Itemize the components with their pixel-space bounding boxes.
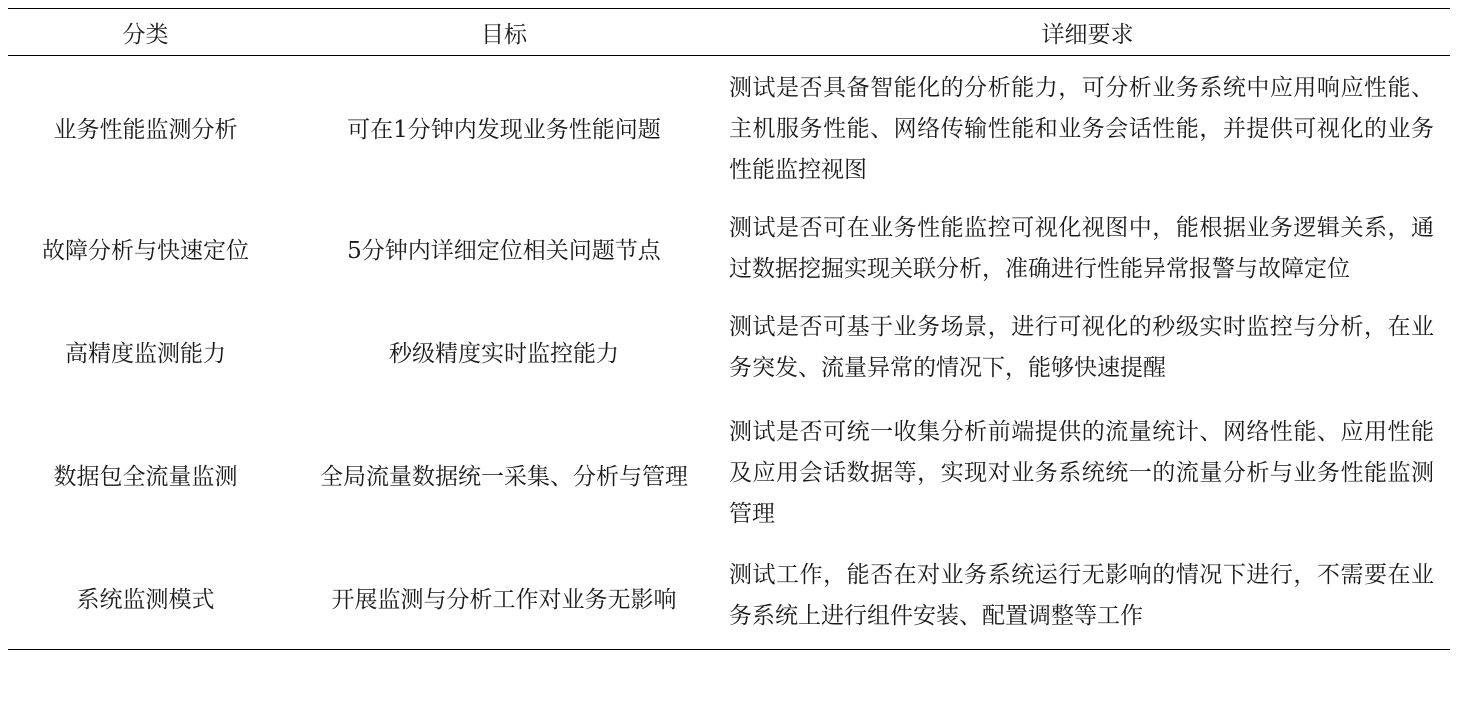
table-row bbox=[8, 198, 1450, 299]
table-row bbox=[8, 545, 1450, 650]
row-category: 业务性能监测分析 bbox=[53, 116, 238, 143]
row-goal: 5分钟内详细定位相关问题节点 bbox=[347, 238, 661, 264]
header-requirements: 详细要求 bbox=[1041, 21, 1134, 48]
row-goal: 全局流量数据统一采集、分析与管理 bbox=[320, 463, 688, 490]
table-body bbox=[8, 56, 1450, 650]
header-goal: 目标 bbox=[481, 21, 527, 48]
table-row bbox=[8, 299, 1450, 403]
header-row bbox=[8, 9, 1450, 56]
row-category: 高精度监测能力 bbox=[65, 340, 226, 367]
row-requirements: 测试是否可在业务性能监控可视化视图中，能根据业务逻辑关系，通过数据挖掘实现关联分析，准确进行性能异常报警与故障定位 bbox=[729, 215, 1434, 282]
row-requirements: 测试是否具备智能化的分析能力，可分析业务系统中应用响应性能、主机服务性能、网络传输性能和业务会话性能，并提供可视化的业务性能监控视图 bbox=[729, 75, 1434, 183]
table-header bbox=[8, 9, 1450, 56]
row-goal: 可在1分钟内发现业务性能问题 bbox=[347, 116, 661, 143]
requirements-table bbox=[8, 8, 1450, 650]
row-requirements: 测试是否可基于业务场景，进行可视化的秒级实时监控与分析，在业务突发、流量异常的情况下，能够快速提醒 bbox=[729, 314, 1434, 381]
row-category: 系统监测模式 bbox=[76, 586, 215, 613]
row-requirements: 测试工作，能否在对业务系统运行无影响的情况下进行，不需要在业务系统上进行组件安装、配置调整等工作 bbox=[729, 562, 1434, 629]
table-row bbox=[8, 403, 1450, 545]
row-goal: 秒级精度实时监控能力 bbox=[389, 340, 619, 367]
row-goal: 开展监测与分析工作对业务无影响 bbox=[331, 586, 677, 613]
table-row bbox=[8, 56, 1450, 199]
row-category: 数据包全流量监测 bbox=[53, 463, 238, 490]
header-category: 分类 bbox=[122, 21, 169, 48]
row-category: 故障分析与快速定位 bbox=[42, 238, 249, 264]
row-requirements: 测试是否可统一收集分析前端提供的流量统计、网络性能、应用性能及应用会话数据等，实现对业务系统统一的流量分析与业务性能监测管理 bbox=[729, 419, 1434, 527]
